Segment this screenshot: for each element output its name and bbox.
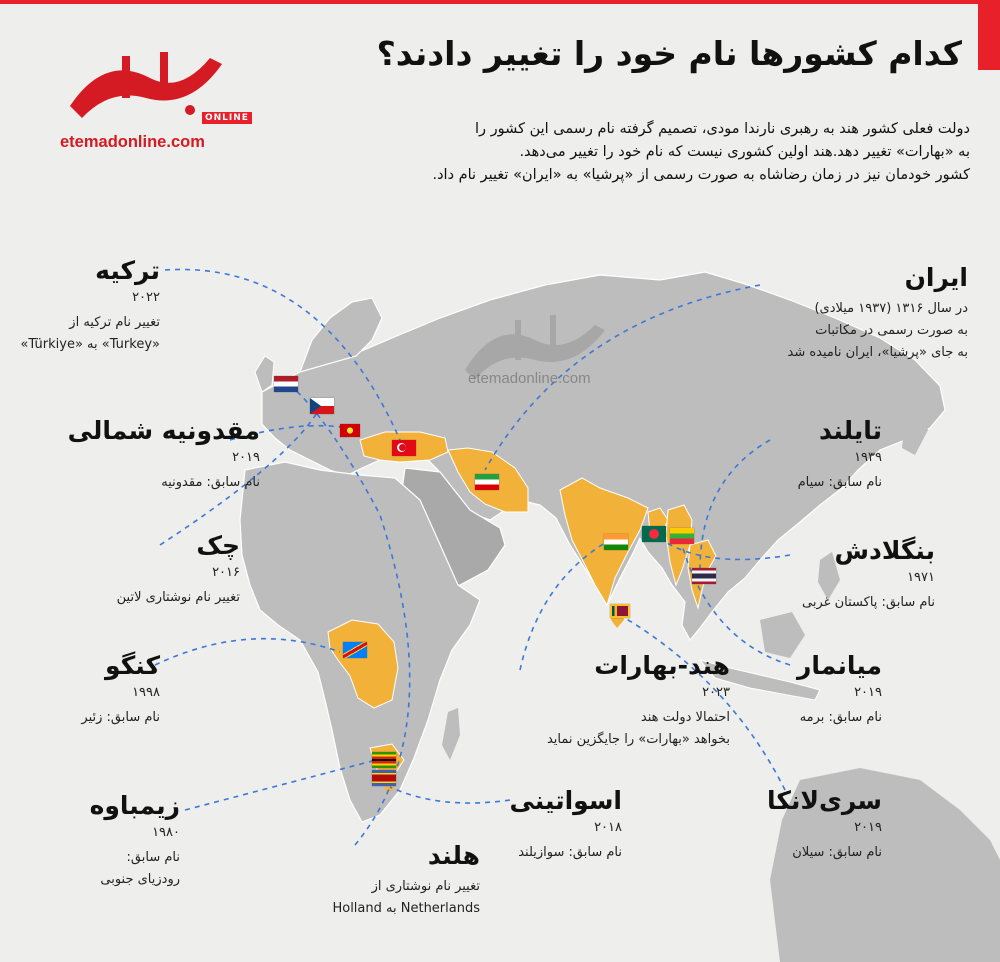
flag-myanmar <box>670 528 694 544</box>
country-desc: نام سابق: پاکستان غربی <box>802 595 935 610</box>
card-india <box>470 650 730 751</box>
card-congo <box>20 650 160 729</box>
etemad-logo <box>52 40 249 160</box>
logo-url: etemadonline.com <box>60 133 205 151</box>
card-myanmar <box>722 650 882 729</box>
flag-zimbabwe <box>372 752 396 768</box>
country-name: چک <box>196 531 240 560</box>
country-year: ۱۹۳۹ <box>854 450 882 465</box>
country-name: میانمار <box>797 651 882 680</box>
country-name: تایلند <box>818 416 882 445</box>
flag-czech <box>310 398 334 414</box>
logo-online-badge: ONLINE <box>202 112 252 124</box>
country-name: ترکیه <box>95 256 160 285</box>
madagascar-land <box>442 708 460 760</box>
card-czech <box>20 530 240 609</box>
country-name: اسواتینی <box>509 786 622 815</box>
card-sri-lanka <box>722 785 882 864</box>
country-name: هند-بهارات <box>594 651 730 680</box>
flag-turkey <box>392 440 416 456</box>
country-name: سری‌لانکا <box>767 786 882 815</box>
country-year: ۲۰۱۹ <box>232 450 260 465</box>
intro-line: دولت فعلی کشور هند به رهبری نارندا مودی، تصمیم گرفته نام رسمی این کشور را <box>475 121 970 137</box>
watermark-url: etemadonline.com <box>468 370 591 387</box>
card-north-macedonia <box>20 415 260 494</box>
country-desc: نام سابق: زئیر <box>81 710 160 725</box>
country-name: هلند <box>427 841 480 870</box>
card-thailand <box>722 415 882 494</box>
flag-north-macedonia <box>340 424 360 437</box>
country-desc: نام سابق: سیلان <box>792 845 882 860</box>
page-title: کدام کشورها نام خود را تغییر دادند؟ <box>376 34 962 73</box>
country-year: ۲۰۲۳ <box>702 685 730 700</box>
country-desc: احتمالا دولت هند بخواهد «بهارات» را جایگزین نماید <box>546 710 730 747</box>
country-desc: نام سابق: سوازیلند <box>518 845 622 860</box>
card-bangladesh <box>735 535 935 614</box>
country-year: ۱۹۹۸ <box>132 685 160 700</box>
card-iran <box>728 262 968 364</box>
country-desc: نام سابق: سیام <box>797 475 882 490</box>
flag-sri-lanka <box>610 604 630 618</box>
country-year: ۲۰۲۲ <box>132 290 160 305</box>
flag-eswatini <box>372 770 396 786</box>
country-desc: تغییر نام ترکیه از «Turkey» به «Türkiye» <box>20 315 160 352</box>
country-name: کنگو <box>105 651 160 680</box>
country-name: زیمباوه <box>89 791 180 820</box>
country-name: ایران <box>904 263 968 292</box>
flag-netherlands <box>274 376 298 392</box>
card-zimbabwe <box>20 790 180 891</box>
intro-text <box>270 118 970 187</box>
flag-iran <box>475 474 499 490</box>
intro-line: به «بهارات» تغییر دهد.هند اولین کشوری نیست که نام خود را تغییر می‌دهد. <box>519 144 970 160</box>
flag-bangladesh <box>642 526 666 542</box>
flag-thailand <box>692 568 716 584</box>
intro-line: کشور خودمان نیز در زمان رضاشاه به صورت رسمی از «پرشیا» به «ایران» تغییر نام داد. <box>432 167 970 183</box>
country-desc: نام سابق: مقدونیه <box>161 475 260 490</box>
country-name: مقدونیه شمالی <box>67 416 260 445</box>
country-desc: نام سابق: برمه <box>799 710 882 725</box>
country-year: ۲۰۱۹ <box>854 685 882 700</box>
country-desc: نام سابق: رودزیای جنوبی <box>100 850 180 887</box>
country-desc: در سال ۱۳۱۶ (۱۹۳۷ میلادی) به صورت رسمی در مکاتبات به جای «پرشیا»، ایران نامیده شد <box>787 301 968 360</box>
country-desc: تغییر نام نوشتاری لاتین <box>116 590 240 605</box>
flag-india <box>604 534 628 550</box>
country-name: بنگلادش <box>834 536 935 565</box>
card-eswatini <box>442 785 622 864</box>
flag-congo <box>343 642 367 658</box>
country-year: ۲۰۱۹ <box>854 820 882 835</box>
country-year: ۲۰۱۸ <box>594 820 622 835</box>
card-turkey <box>20 255 160 356</box>
country-year: ۱۹۷۱ <box>907 570 935 585</box>
country-desc: تغییر نام نوشتاری از Netherlands به Holland <box>332 879 480 916</box>
country-year: ۲۰۱۶ <box>212 565 240 580</box>
country-year: ۱۹۸۰ <box>152 825 180 840</box>
